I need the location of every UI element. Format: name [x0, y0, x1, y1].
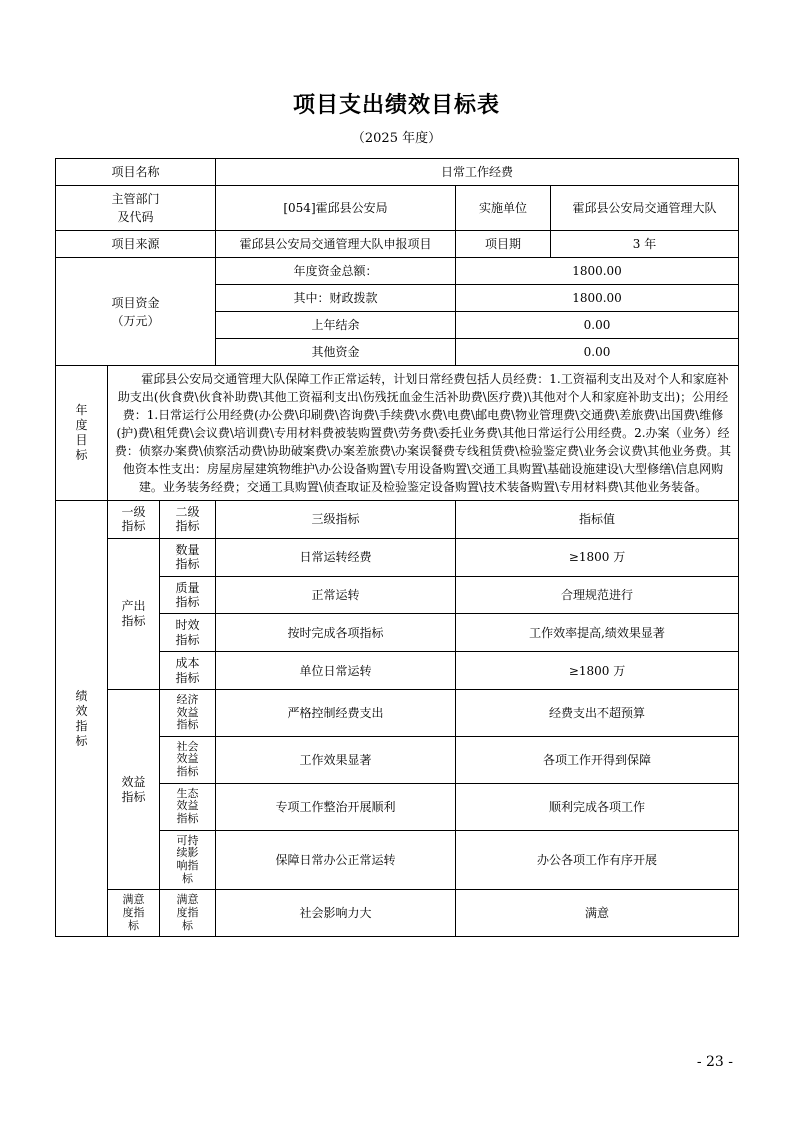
perf-value: 顺利完成各项工作 [456, 783, 739, 830]
perf-label: 绩 效 指 标 [56, 501, 108, 937]
perf-level2: 生态 效益 指标 [160, 783, 216, 830]
perf-level3: 保障日常办公正常运转 [216, 830, 456, 890]
perf-col-level2: 二级 指标 [160, 501, 216, 539]
perf-level2: 质量 指标 [160, 576, 216, 614]
perf-level1-satisfaction: 满意 度指 标 [108, 890, 160, 937]
project-name-value: 日常工作经费 [216, 159, 739, 186]
perf-level2: 可持 续影 响指 标 [160, 830, 216, 890]
funds-row-name: 其他资金 [216, 339, 456, 366]
funds-row-value: 1800.00 [456, 258, 739, 285]
table-row-source [56, 231, 739, 258]
perf-value: 满意 [456, 890, 739, 937]
funds-row-value: 1800.00 [456, 285, 739, 312]
perf-value: 各项工作开得到保障 [456, 736, 739, 783]
perf-level3: 按时完成各项指标 [216, 614, 456, 652]
funds-row-name: 年度资金总额： [216, 258, 456, 285]
table-row-perf [56, 538, 739, 576]
funds-row-value: 0.00 [456, 312, 739, 339]
table-row-department [56, 186, 739, 231]
perf-level2: 社会 效益 指标 [160, 736, 216, 783]
perf-level3: 日常运转经费 [216, 538, 456, 576]
funds-row-value: 0.00 [456, 339, 739, 366]
perf-level2: 数量 指标 [160, 538, 216, 576]
funds-row-name: 其中：财政拨款 [216, 285, 456, 312]
department-label: 主管部门 及代码 [56, 186, 216, 231]
table-row-annual-goal [56, 366, 739, 501]
period-value: 3 年 [551, 231, 739, 258]
unit-label: 实施单位 [456, 186, 551, 231]
perf-level2: 满意 度指 标 [160, 890, 216, 937]
funds-row-name: 上年结余 [216, 312, 456, 339]
perf-col-level3: 三级指标 [216, 501, 456, 539]
page-title: 项目支出绩效目标表 [292, 92, 500, 118]
perf-level2: 成本 指标 [160, 652, 216, 690]
table-row-project-name [56, 159, 739, 186]
perf-level3: 正常运转 [216, 576, 456, 614]
perf-value: 工作效率提高,绩效果显著 [456, 614, 739, 652]
table-row-perf [56, 689, 739, 736]
table-row-perf [56, 890, 739, 937]
table-row-perf-header [56, 501, 739, 539]
perf-level1-benefit: 效益 指标 [108, 689, 160, 889]
performance-target-table [55, 158, 739, 937]
perf-value: ≥1800 万 [456, 652, 739, 690]
period-label: 项目期 [456, 231, 551, 258]
funds-label: 项目资金 （万元） [56, 258, 216, 366]
project-name-label: 项目名称 [56, 159, 216, 186]
perf-level3: 单位日常运转 [216, 652, 456, 690]
source-value: 霍邱县公安局交通管理大队申报项目 [216, 231, 456, 258]
table-row-funds-total [56, 258, 739, 285]
perf-col-level1: 一级 指标 [108, 501, 160, 539]
page-number: - 23 - [696, 1054, 733, 1070]
perf-level3: 工作效果显著 [216, 736, 456, 783]
page-subtitle: （2025 年度） [351, 131, 442, 146]
perf-level2: 经济 效益 指标 [160, 689, 216, 736]
perf-value: 经费支出不超预算 [456, 689, 739, 736]
perf-value: 合理规范进行 [456, 576, 739, 614]
department-value: [054]霍邱县公安局 [216, 186, 456, 231]
perf-col-value: 指标值 [456, 501, 739, 539]
perf-level3: 严格控制经费支出 [216, 689, 456, 736]
source-label: 项目来源 [56, 231, 216, 258]
perf-level1-output: 产出 指标 [108, 538, 160, 689]
perf-value: 办公各项工作有序开展 [456, 830, 739, 890]
perf-level3: 专项工作整治开展顺利 [216, 783, 456, 830]
perf-level3: 社会影响力大 [216, 890, 456, 937]
perf-value: ≥1800 万 [456, 538, 739, 576]
annual-goal-text: 霍邱县公安局交通管理大队保障工作正常运转，计划日常经费包括人员经费：1.工资福利支出及对个人和家庭补助支出(伙食费\伙食补助费\其他工资福利支出\伤残抚血金生活补助费\医疗费)\其他对个人和家庭补助支出)；公用经费：1.日常运行公用经费(办公费\印刷费\咨询费\手续费\水费\电费\邮电费\物业管理费\交通费\差旅费\出国费\维修(护)费\租凭费\会议费\培训费\专用材料费被装购置费\劳务费\委托业务费\其他日常运行公用经费。2.办案（业务）经费：侦察办案费\侦察活动费\协助破案费\办案差旅费\办案误餐费专线租赁费\检验鉴定费\业务会议费\其他业务费。其他资本性支出：房屋房屋建筑物维护\办公设备购置\专用设备购置\交通工具购置\基础设施建设\大型修缮\信息网购建。业务装务经费；交通工具购置\侦查取证及检验鉴定设备购置\技术装备购置\专用材料费\其他业务装备。 [108, 366, 739, 501]
perf-level2: 时效 指标 [160, 614, 216, 652]
annual-goal-label: 年 度 目 标 [56, 366, 108, 501]
unit-value: 霍邱县公安局交通管理大队 [551, 186, 739, 231]
